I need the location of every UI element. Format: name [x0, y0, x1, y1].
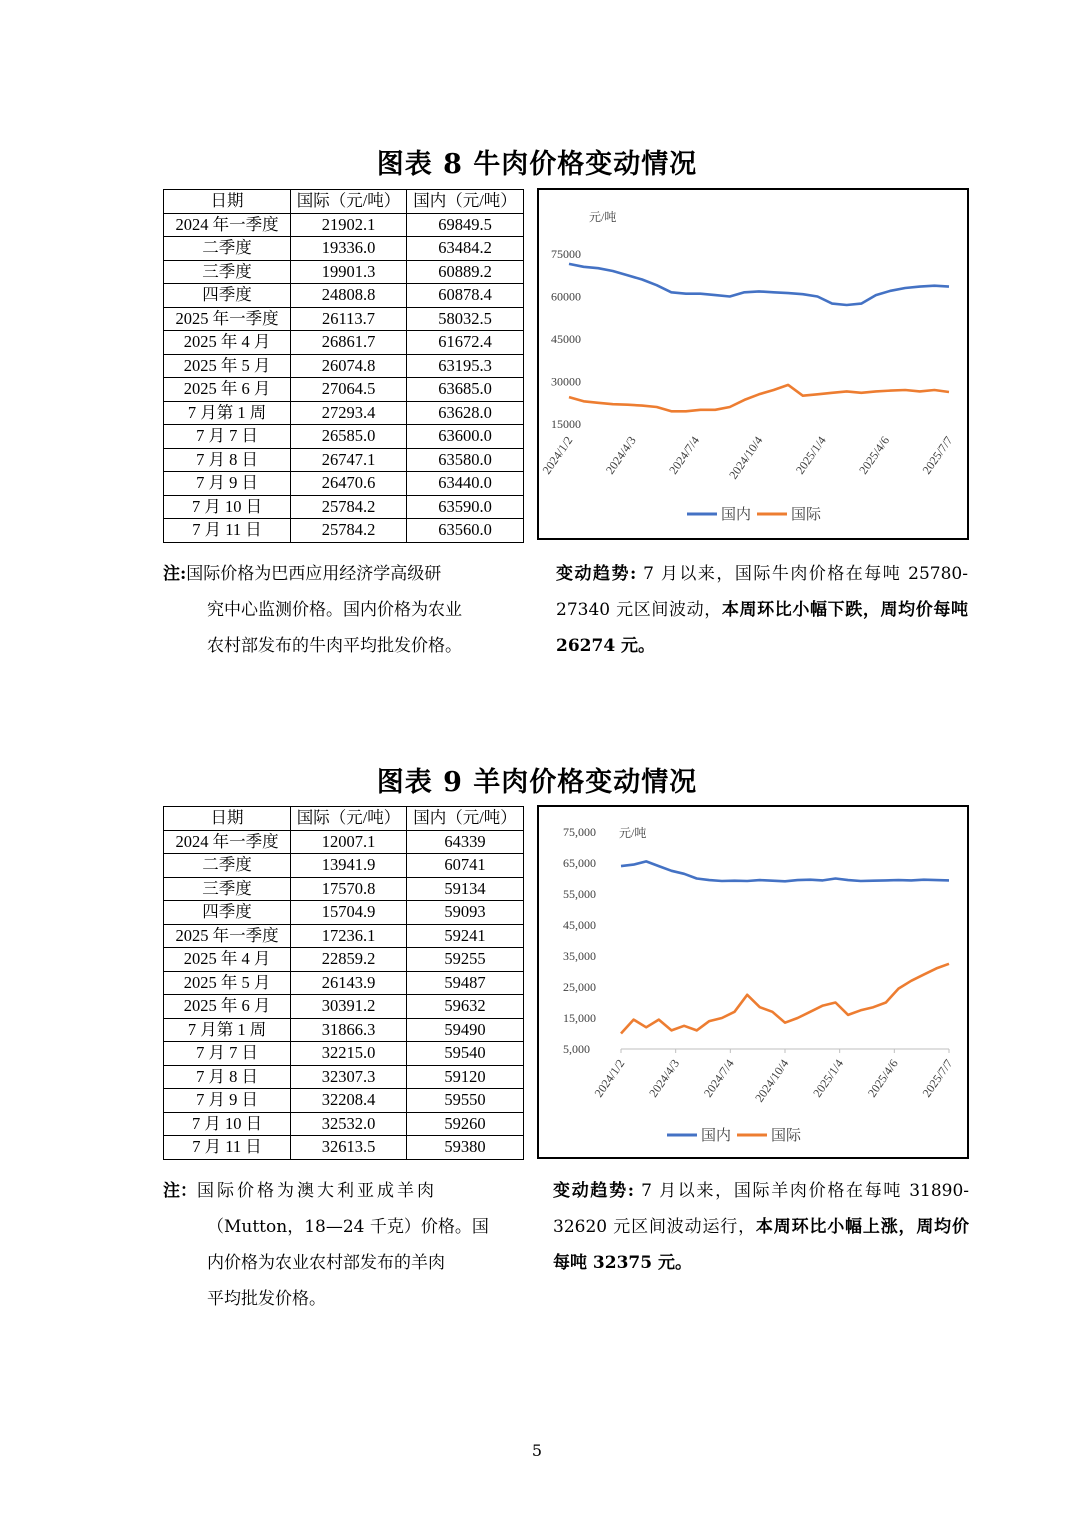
y-tick-label: 65,000 [563, 856, 596, 870]
series-line-domestic [569, 264, 949, 305]
table-row [164, 448, 524, 472]
legend-label: 国际 [791, 505, 822, 523]
note-line: （Mutton，18—24 千克）价格。国 [207, 1217, 489, 1237]
series-line-domestic [621, 861, 949, 881]
table-row [164, 901, 524, 925]
y-tick-label: 55,000 [563, 887, 596, 901]
cell-domestic: 60889.2 [407, 260, 524, 284]
cell-date: 7 月 9 日 [164, 472, 291, 496]
x-tick-label: 2024/4/3 [602, 433, 639, 477]
cell-date: 7 月第 1 周 [164, 1018, 291, 1042]
beef-chart-svg [539, 190, 967, 538]
y-tick-label: 75000 [551, 247, 581, 261]
cell-international: 19901.3 [291, 260, 407, 284]
cell-date: 2025 年 5 月 [164, 354, 291, 378]
x-tick-label: 2024/1/2 [591, 1056, 628, 1100]
x-tick-label: 2025/4/6 [864, 1056, 901, 1100]
cell-domestic: 63590.0 [407, 495, 524, 519]
cell-international: 26747.1 [291, 448, 407, 472]
cell-domestic: 63600.0 [407, 425, 524, 449]
cell-date: 2025 年一季度 [164, 307, 291, 331]
table-row [164, 284, 524, 308]
trend-label: 变动趋势: [556, 564, 637, 584]
cell-date: 三季度 [164, 260, 291, 284]
cell-domestic: 59380 [407, 1136, 524, 1160]
y-tick-label: 25,000 [563, 980, 596, 994]
cell-domestic: 63685.0 [407, 378, 524, 402]
cell-international: 22859.2 [291, 948, 407, 972]
table-row [164, 1018, 524, 1042]
cell-date: 2024 年一季度 [164, 213, 291, 237]
cell-international: 25784.2 [291, 519, 407, 543]
note-line: 平均批发价格。 [207, 1289, 326, 1309]
table-row [164, 854, 524, 878]
table-row [164, 830, 524, 854]
x-tick-label: 2025/1/4 [810, 1056, 847, 1100]
y-tick-label: 75,000 [563, 825, 596, 839]
cell-date: 2025 年 4 月 [164, 331, 291, 355]
cell-domestic: 60741 [407, 854, 524, 878]
cell-international: 13941.9 [291, 854, 407, 878]
series-line-international [569, 385, 949, 411]
cell-date: 7 月第 1 周 [164, 401, 291, 425]
y-tick-label: 45000 [551, 332, 581, 346]
figure8-trend [556, 556, 968, 664]
table-header-row [164, 190, 524, 214]
x-tick-label: 2024/10/4 [726, 433, 766, 482]
cell-international: 26470.6 [291, 472, 407, 496]
cell-date: 7 月 10 日 [164, 495, 291, 519]
note-line: 农村部发布的牛肉平均批发价格。 [207, 636, 462, 656]
cell-international: 17570.8 [291, 877, 407, 901]
cell-domestic: 60878.4 [407, 284, 524, 308]
table-row [164, 877, 524, 901]
cell-date: 7 月 8 日 [164, 448, 291, 472]
y-tick-label: 45,000 [563, 918, 596, 932]
cell-international: 30391.2 [291, 995, 407, 1019]
y-unit-label: 元/吨 [619, 826, 647, 840]
cell-date: 7 月 9 日 [164, 1089, 291, 1113]
cell-domestic: 59134 [407, 877, 524, 901]
cell-domestic: 63440.0 [407, 472, 524, 496]
cell-domestic: 63195.3 [407, 354, 524, 378]
y-tick-label: 60000 [551, 289, 581, 304]
cell-date: 2025 年 4 月 [164, 948, 291, 972]
x-tick-label: 2024/4/3 [646, 1056, 683, 1100]
col-header-date: 日期 [164, 190, 291, 214]
table-row [164, 354, 524, 378]
x-tick-label: 2024/1/2 [539, 433, 576, 477]
cell-international: 17236.1 [291, 924, 407, 948]
cell-international: 27064.5 [291, 378, 407, 402]
cell-international: 31866.3 [291, 1018, 407, 1042]
cell-international: 26861.7 [291, 331, 407, 355]
table-row [164, 472, 524, 496]
note-label: 注: [163, 564, 187, 584]
cell-date: 7 月 10 日 [164, 1112, 291, 1136]
cell-domestic: 63628.0 [407, 401, 524, 425]
cell-international: 32532.0 [291, 1112, 407, 1136]
table-row [164, 924, 524, 948]
x-tick-label: 2025/7/7 [919, 1056, 956, 1100]
trend-text: 7 月以来，国际羊肉价格在每吨 31890-32620 元区间波动运行， [553, 1181, 970, 1237]
note-line: 国际价格为澳大利亚成羊肉 [197, 1181, 437, 1201]
x-tick-label: 2024/7/4 [666, 433, 703, 477]
trend-text: 7 月以来，国际牛肉价格在每吨 25780-27340 元区间波动， [556, 564, 968, 620]
cell-international: 19336.0 [291, 237, 407, 261]
table-row [164, 1089, 524, 1113]
y-tick-label: 30000 [551, 374, 581, 389]
x-tick-label: 2025/1/4 [792, 433, 829, 477]
figure8-title: 图表 8 牛肉价格变动情况 [376, 149, 698, 180]
trend-bold-text: 本周环比小幅上涨，周均价每吨 32375 元。 [553, 1217, 970, 1273]
col-header-domestic: 国内（元/吨） [407, 190, 524, 214]
cell-international: 32215.0 [291, 1042, 407, 1066]
mutton-price-table [163, 806, 524, 1160]
legend-label: 国内 [701, 1126, 732, 1144]
x-tick-label: 2024/7/4 [700, 1056, 737, 1100]
note-line: 国际价格为巴西应用经济学高级研 [186, 564, 442, 584]
col-header-international: 国际（元/吨） [291, 190, 407, 214]
y-tick-label: 35,000 [563, 949, 596, 963]
table-row [164, 378, 524, 402]
cell-international: 27293.4 [291, 401, 407, 425]
cell-date: 7 月 7 日 [164, 425, 291, 449]
beef-price-chart [537, 188, 969, 540]
cell-international: 32613.5 [291, 1136, 407, 1160]
cell-domestic: 59487 [407, 971, 524, 995]
trend-bold-text: 本周环比小幅下跌，周均价每吨 26274 元。 [556, 600, 969, 656]
table-header-row [164, 807, 524, 831]
cell-date: 7 月 11 日 [164, 519, 291, 543]
cell-date: 四季度 [164, 901, 291, 925]
cell-domestic: 61672.4 [407, 331, 524, 355]
cell-date: 7 月 7 日 [164, 1042, 291, 1066]
mutton-price-chart [537, 805, 969, 1159]
y-tick-label: 5,000 [563, 1042, 590, 1056]
cell-date: 四季度 [164, 284, 291, 308]
cell-date: 2024 年一季度 [164, 830, 291, 854]
table-row [164, 995, 524, 1019]
y-unit-label: 元/吨 [589, 210, 617, 224]
figure9-title: 图表 9 羊肉价格变动情况 [376, 767, 698, 798]
col-header-international: 国际（元/吨） [291, 807, 407, 831]
beef-price-table [163, 189, 524, 543]
cell-domestic: 63484.2 [407, 237, 524, 261]
series-line-international [621, 964, 949, 1034]
mutton-chart-svg [539, 807, 967, 1157]
cell-date: 2025 年一季度 [164, 924, 291, 948]
y-tick-label: 15000 [551, 417, 581, 431]
legend-label: 国际 [771, 1126, 802, 1144]
cell-international: 21902.1 [291, 213, 407, 237]
page-number: 5 [531, 1441, 543, 1460]
cell-domestic: 59550 [407, 1089, 524, 1113]
cell-date: 7 月 11 日 [164, 1136, 291, 1160]
cell-international: 26113.7 [291, 307, 407, 331]
cell-international: 25784.2 [291, 495, 407, 519]
col-header-date: 日期 [164, 807, 291, 831]
cell-international: 32307.3 [291, 1065, 407, 1089]
note-line: 究中心监测价格。国内价格为农业 [207, 600, 462, 620]
table-row [164, 1065, 524, 1089]
col-header-domestic: 国内（元/吨） [407, 807, 524, 831]
cell-date: 2025 年 6 月 [164, 995, 291, 1019]
cell-domestic: 59632 [407, 995, 524, 1019]
cell-domestic: 58032.5 [407, 307, 524, 331]
cell-date: 2025 年 5 月 [164, 971, 291, 995]
cell-domestic: 63560.0 [407, 519, 524, 543]
cell-date: 三季度 [164, 877, 291, 901]
table-row [164, 495, 524, 519]
legend-label: 国内 [721, 505, 752, 523]
figure8-note [163, 556, 533, 664]
table-row [164, 237, 524, 261]
table-row [164, 519, 524, 543]
cell-domestic: 59120 [407, 1065, 524, 1089]
table-row [164, 948, 524, 972]
cell-domestic: 59260 [407, 1112, 524, 1136]
table-row [164, 401, 524, 425]
y-tick-label: 15,000 [563, 1011, 596, 1025]
cell-international: 26074.8 [291, 354, 407, 378]
table-row [164, 425, 524, 449]
table-row [164, 1112, 524, 1136]
note-line: 内价格为农业农村部发布的羊肉 [207, 1253, 445, 1273]
cell-international: 15704.9 [291, 901, 407, 925]
figure9-note [163, 1173, 533, 1317]
cell-domestic: 59255 [407, 948, 524, 972]
cell-domestic: 64339 [407, 830, 524, 854]
table-row [164, 1136, 524, 1160]
cell-date: 二季度 [164, 854, 291, 878]
cell-domestic: 59093 [407, 901, 524, 925]
cell-domestic: 59241 [407, 924, 524, 948]
table-row [164, 307, 524, 331]
cell-date: 二季度 [164, 237, 291, 261]
x-tick-label: 2025/4/6 [856, 433, 893, 477]
x-tick-label: 2025/7/7 [919, 433, 956, 477]
cell-domestic: 69849.5 [407, 213, 524, 237]
cell-international: 32208.4 [291, 1089, 407, 1113]
note-label: 注： [163, 1181, 197, 1201]
cell-domestic: 59490 [407, 1018, 524, 1042]
cell-date: 2025 年 6 月 [164, 378, 291, 402]
cell-date: 7 月 8 日 [164, 1065, 291, 1089]
cell-international: 26585.0 [291, 425, 407, 449]
trend-label: 变动趋势: [553, 1181, 635, 1201]
table-row [164, 213, 524, 237]
cell-domestic: 59540 [407, 1042, 524, 1066]
table-row [164, 971, 524, 995]
cell-international: 12007.1 [291, 830, 407, 854]
cell-international: 24808.8 [291, 284, 407, 308]
x-tick-label: 2024/10/4 [752, 1056, 792, 1105]
cell-domestic: 63580.0 [407, 448, 524, 472]
table-row [164, 260, 524, 284]
figure9-trend [553, 1173, 969, 1281]
table-row [164, 1042, 524, 1066]
table-row [164, 331, 524, 355]
cell-international: 26143.9 [291, 971, 407, 995]
